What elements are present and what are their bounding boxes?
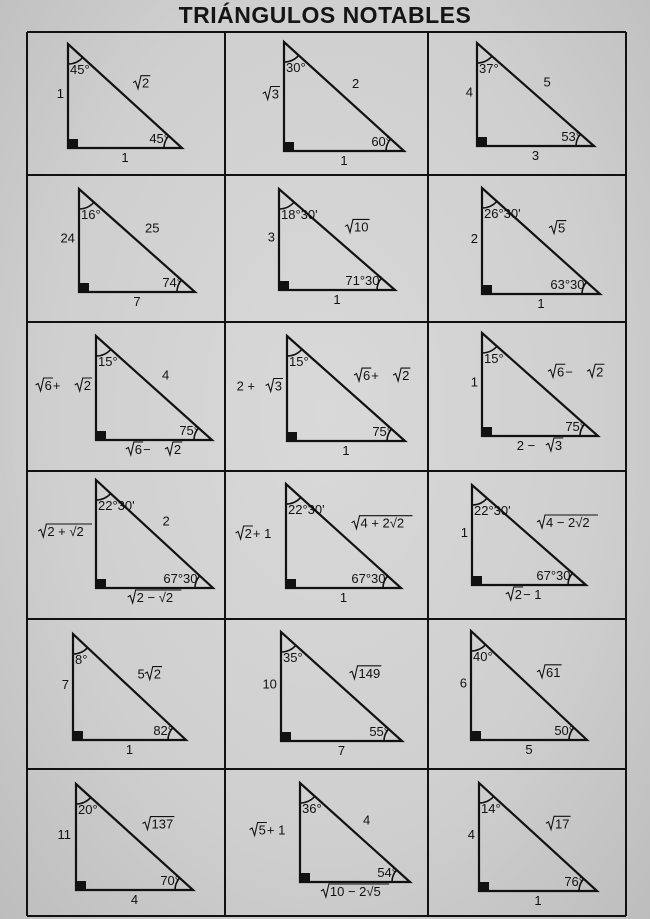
vertical-side-label-radicand: 3 [271,86,279,102]
top-angle-label: 26°30' [484,206,521,221]
bottom-angle-label: 75° [565,419,585,434]
vertical-side-label-text: 6 [459,675,467,691]
vertical-side-label-radicand: 3 [274,378,282,394]
base-side-label [525,742,532,757]
bottom-angle-label: 75° [179,423,199,438]
right-angle-marker [287,579,296,587]
top-angle-label: 18°30' [281,207,318,222]
bottom-angle-label: 55° [369,724,389,739]
hypotenuse-label-radicand: 17 [555,816,570,832]
vertical-side-label [471,231,478,246]
base-side-label-text: 7 [133,294,141,309]
bottom-angle-label: 76° [564,874,584,889]
right-angle-marker [282,732,291,740]
bottom-angle-label: 53° [561,129,581,144]
hypotenuse-label [162,368,169,383]
base-side-label [517,438,563,453]
right-angle-marker [280,281,289,289]
top-angle-label: 16° [81,207,101,222]
bottom-angle-label: 67°30' [163,571,200,586]
right-angle-marker [285,142,294,150]
base-side-label [128,590,182,605]
bottom-angle-label: 75° [372,424,392,439]
top-angle-label: 22°30' [98,498,135,513]
vertical-side-label-text: 3 [267,229,275,245]
vertical-side-label-radicand: 6 [44,378,52,393]
bottom-angle-label: 71°30' [345,273,382,288]
bottom-angle-label: 67°30' [536,568,573,583]
triangle-card-12 [461,485,598,602]
hypotenuse-label-radicand: 2 [142,75,150,91]
base-side-label [333,292,340,307]
vertical-side-label-text: 2 + [236,378,256,394]
hypotenuse-label-text: − [565,364,573,380]
vertical-side-label-text: 11 [57,827,71,842]
vertical-side-label-text: + 1 [252,526,272,541]
base-side-label-radicand: 10 − 2√5 [329,884,381,899]
top-angle-label: 36° [302,801,322,816]
base-side-label [534,893,541,908]
right-angle-marker [301,873,310,881]
top-angle-label: 15° [289,354,309,369]
triangle-card-16 [57,784,193,907]
base-side-label-radicand: 2 [514,587,523,602]
hypotenuse-label [352,76,359,91]
base-side-label [537,296,544,311]
triangle-card-10 [38,480,213,605]
vertical-side-label-text: 1 [56,86,64,101]
vertical-side-label [60,231,74,246]
right-angle-marker [480,882,489,890]
base-side-label [321,884,389,899]
right-angle-marker [483,427,492,435]
base-side-label [126,742,133,757]
base-side-label-text: − 1 [523,587,542,602]
triangle-card-5 [268,189,395,307]
right-angle-marker [97,431,106,439]
vertical-side-label-radicand: 5 [258,822,266,838]
base-side-label-radicand: 2 [173,442,182,457]
base-side-label-radicand: 2 − √2 [136,590,174,605]
base-side-label-text: 1 [340,153,348,168]
vertical-side-label-text: 24 [60,230,75,246]
vertical-side-label-text: 10 [262,676,277,692]
hypotenuse-label-radicand: 137 [151,816,174,832]
hypotenuse-label-radicand: 10 [354,219,369,235]
vertical-side-label [471,375,478,390]
hypotenuse-label [352,516,413,531]
top-angle-label: 22°30' [474,503,511,518]
base-side-label [342,443,349,458]
triangle-card-7 [36,336,212,457]
triangle-card-3 [466,43,594,163]
triangle-card-6 [471,188,600,311]
hypotenuse-label [143,817,175,832]
top-angle-label: 35° [283,650,303,665]
vertical-side-label [460,676,467,691]
base-side-label-radicand: 3 [554,438,563,453]
triangle-card-8 [237,336,411,458]
hypotenuse-label [138,667,163,682]
base-side-label-radicand: 6 [134,442,143,457]
vertical-side-label-text: + [52,378,61,393]
triangle-card-4 [60,189,195,309]
hypotenuse-label [363,813,370,828]
base-side-label [133,294,140,309]
hypotenuse-label [354,368,410,383]
bottom-angle-label: 54° [377,865,397,880]
right-angle-marker [80,283,89,291]
hypotenuse-label [548,364,604,379]
top-angle-label: 45° [70,62,90,77]
vertical-side-label [262,677,276,692]
vertical-side-label [268,230,275,245]
base-side-label-text: 1 [125,742,134,757]
triangle-card-17 [250,783,410,899]
triangle-card-14 [262,632,402,758]
base-side-label [121,150,128,165]
base-side-label [506,587,542,602]
top-angle-label: 15° [98,354,118,369]
vertical-side-label-text: 1 [470,374,478,390]
base-side-label [126,442,182,457]
base-side-label [131,892,138,907]
base-side-label [340,590,347,605]
base-side-label [340,153,347,168]
hypotenuse-label [345,219,370,234]
base-side-label [532,148,539,163]
vertical-side-label [461,525,468,540]
base-side-label-text: 1 [333,292,341,307]
triangle-card-15 [460,631,587,757]
base-side-label-text: 5 [525,742,533,757]
triangle-card-13 [62,634,186,757]
bottom-angle-label: 74° [162,275,182,290]
hypotenuse-label-text: + [371,368,379,384]
vertical-side-label [236,526,272,541]
bottom-angle-label: 60° [371,134,391,149]
base-side-label [338,743,345,758]
vertical-side-label-text: 7 [61,677,69,692]
right-angle-marker [77,881,86,889]
vertical-side-label [38,524,92,539]
hypotenuse-label-radicand: 4 + 2√2 [360,515,405,531]
bottom-angle-label: 45° [149,131,169,146]
hypotenuse-label [133,76,150,91]
vertical-side-label-radicand: 2 + √2 [47,524,84,539]
base-side-label-text: 1 [339,590,348,605]
base-side-label-text: 1 [342,443,350,458]
page-title: TRIÁNGULOS NOTABLES [178,2,472,28]
base-side-label-text: 7 [337,743,346,758]
base-side-label-text: 2 − [516,438,536,453]
right-angle-marker [483,285,492,293]
bottom-angle-label: 70° [160,873,180,888]
bottom-angle-label: 50° [554,723,574,738]
hypotenuse-label-text: 25 [145,220,160,236]
base-side-label-text: 1 [537,296,545,311]
hypotenuse-label-text: 4 [363,812,371,828]
hypotenuse-label-radicand: 2 [153,666,162,682]
right-angle-marker [97,579,106,587]
hypotenuse-label [549,221,566,236]
right-angle-marker [74,731,83,739]
base-side-label-text: 1 [534,893,542,908]
hypotenuse-label [544,74,551,89]
top-angle-label: 20° [78,802,98,817]
vertical-side-label [62,677,69,692]
base-side-label-text: − [143,442,151,457]
top-angle-label: 15° [484,351,504,366]
hypotenuse-label-text: 5 [137,666,145,682]
top-angle-label: 22°30' [288,502,325,517]
hypotenuse-label-radicand: 6 [557,364,565,380]
hypotenuse-label-radicand: 2 [596,364,604,380]
vertical-side-label-radicand: 2 [244,526,252,541]
vertical-side-label-text: 4 [465,84,473,100]
triangle-card-18 [468,783,597,908]
vertical-side-label [237,379,283,394]
top-angle-label: 8° [75,652,88,667]
hypotenuse-label-radicand: 6 [363,368,371,384]
vertical-side-label [263,87,280,102]
hypotenuse-label [546,816,571,831]
vertical-side-label [250,823,286,838]
hypotenuse-label-text: 5 [543,74,551,90]
hypotenuse-label [350,666,382,681]
triangle-card-11 [236,484,413,605]
vertical-side-label [468,827,475,842]
hypotenuse-label-radicand: 149 [358,665,381,681]
vertical-side-label [57,827,71,842]
base-side-label-text: 4 [130,892,139,907]
hypotenuse-label-radicand: 2 [402,368,410,384]
hypotenuse-label [537,665,562,680]
triangle-card-1 [57,44,182,165]
bottom-angle-label: 82° [153,723,173,738]
top-angle-label: 37° [479,61,499,76]
hypotenuse-label-text: 2 [162,513,170,529]
hypotenuse-label-radicand: 61 [546,664,561,680]
hypotenuse-label-radicand: 4 − 2√2 [546,515,590,530]
vertical-side-label [36,378,92,393]
triangle-card-2 [263,42,404,168]
top-angle-label: 14° [481,801,501,816]
hypotenuse-label [145,220,159,235]
hypotenuse-label-text: 2 [352,75,360,91]
hypotenuse-label-radicand: 5 [558,220,566,236]
vertical-side-label [57,86,64,101]
top-angle-label: 40° [473,649,493,664]
right-angle-marker [288,432,297,440]
bottom-angle-label: 63°30' [550,277,587,292]
vertical-side-label-text: 4 [467,827,475,842]
base-side-label-text: 1 [121,150,129,165]
right-angle-marker [69,139,78,147]
right-angle-marker [478,137,487,145]
hypotenuse-label-text: 4 [162,367,170,383]
vertical-side-label-radicand: 2 [83,378,91,393]
right-angle-marker [472,731,481,739]
base-side-label-text: 3 [531,148,540,163]
top-angle-label: 30° [286,60,306,75]
vertical-side-label-text: + 1 [266,822,286,838]
right-angle-marker [473,576,482,584]
hypotenuse-label [537,515,598,530]
vertical-side-label-text: 1 [460,525,468,540]
bottom-angle-label: 67°30' [351,571,388,586]
vertical-side-label [466,85,473,100]
hypotenuse-label [163,513,170,528]
vertical-side-label-text: 2 [470,231,478,246]
triangle-card-9 [471,333,605,453]
